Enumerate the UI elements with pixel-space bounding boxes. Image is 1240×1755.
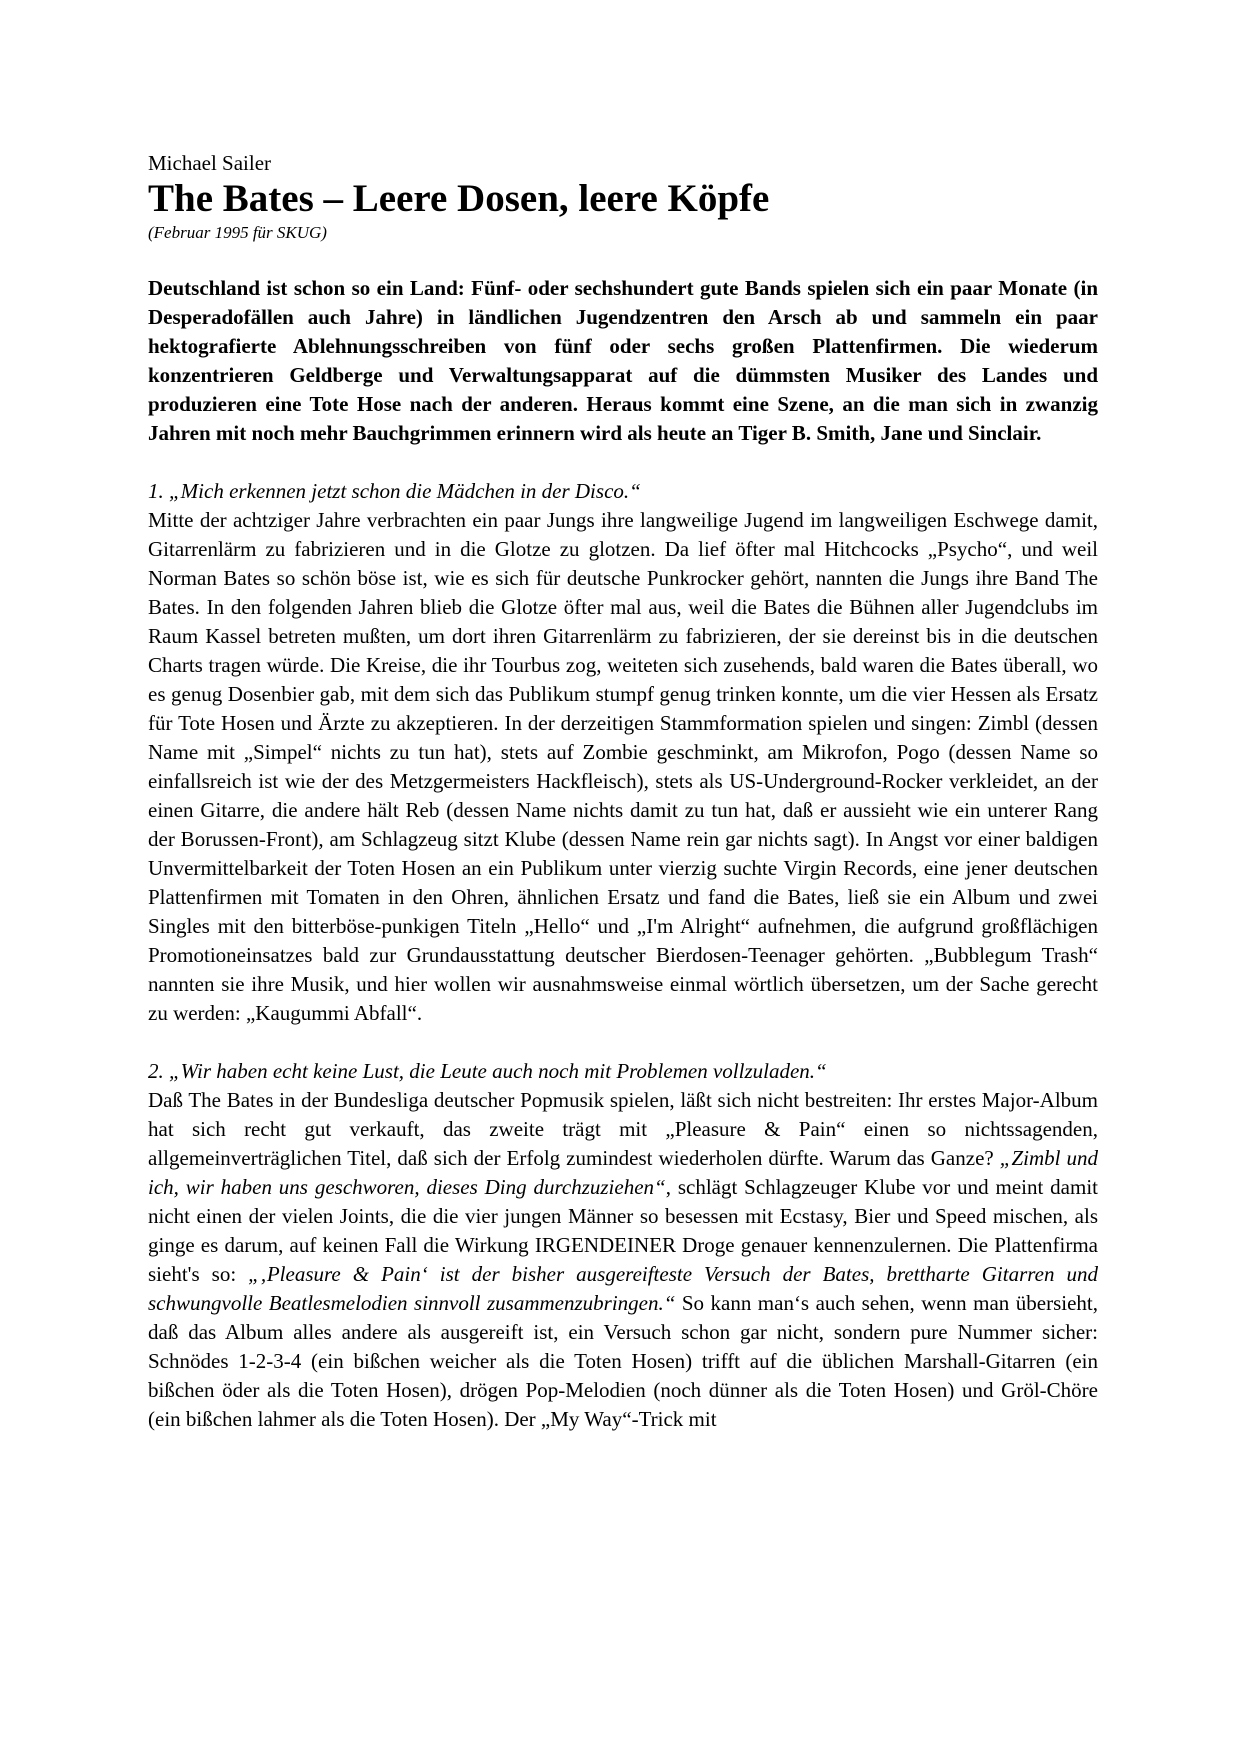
document-page [148, 150, 1098, 1463]
section-2-text-b: , schlägt Schlagzeuger Klube vor und meint damit nicht einen der vielen Joints, die die vier jungen Männer so besessen mit Ecstasy, Bier und Speed mischen, als ginge es darum, auf keinen Fall die Wirkung IRGENDEINER Droge genauer kennenzulernen. Die Plattenfirma sieht's so: [148, 1175, 1099, 1286]
lead-paragraph: Deutschland ist schon so ein Land: Fünf- oder sechshundert gute Bands spielen sich ein paar Monate (in Desperadofällen auch Jahre) in ländlichen Jugendzentren den Arsch ab und sammeln ein paar hektografierte Ablehnungsschreiben von fünf oder sechs großen Plattenfirmen. Die wiederum konzentrieren Geldberge und Verwaltungsapparat auf die dümmsten Musiker des Landes und produzieren eine Tote Hose nach der anderen. Heraus kommt eine Szene, an die man sich in zwanzig Jahren mit noch mehr Bauchgrimmen erinnern wird als heute an Tiger B. Smith, Jane und Sinclair. [148, 276, 1098, 445]
section-2-text-c: So kann man‘s auch sehen, wenn man übersieht, daß das Album alles andere als ausgereift ist, ein Versuch schon gar nicht, sondern pure Nummer sicher: Schnödes 1-2-3-4 (ein bißchen weicher als die Toten Hosen) trifft auf die üblichen Marshall-Gitarren (ein bißchen öder als die Toten Hosen), drögen Pop-Melodien (noch dünner als die Toten Hosen) und Gröl-Chöre (ein bißchen lahmer als die Toten Hosen). Der „My Way“-Trick mit [148, 1291, 1098, 1431]
section-2-quote-b: „‚Pleasure & Pain‘ ist der bisher ausgereifteste Versuch der Bates, brettharte Gitarren und schwungvolle Beatlesmelodien sinnvoll zusammenzubringen.“ [148, 1262, 1098, 1315]
section-2-text [148, 1086, 1098, 1434]
author: Michael Sailer [148, 151, 272, 175]
article-title: The Bates – Leere Dosen, leere Köpfe [148, 177, 770, 220]
section-2-text-a: Daß The Bates in der Bundesliga deutscher Popmusik spielen, läßt sich nicht bestreiten: Ihr erstes Major-Album hat sich recht gut verkauft, das zweite trägt mit „Pleasure & Pain“ einen so nichtssagenden, allgemeinverträglichen Titel, daß sich der Erfolg zumindest wiederholen dürfte. Warum das Ganze? [148, 1088, 1098, 1170]
section-2-heading: 2. „Wir haben echt keine Lust, die Leute auch noch mit Problemen vollzuladen.“ [148, 1059, 827, 1083]
section-1-heading: 1. „Mich erkennen jetzt schon die Mädchen in der Disco.“ [148, 479, 641, 503]
source-note: (Februar 1995 für SKUG) [148, 223, 327, 242]
section-1-text: Mitte der achtziger Jahre verbrachten ein paar Jungs ihre langweilige Jugend im langweiligen Eschwege damit, Gitarrenlärm zu fabrizieren und in die Glotze zu glotzen. Da lief öfter mal Hitchcocks „Psycho“, und weil Norman Bates so schön böse ist, wie es sich für deutsche Punkrocker gehört, nannten die Jungs ihre Band The Bates. In den folgenden Jahren blieb die Glotze öfter mal aus, weil die Bates die Bühnen aller Jugendclubs im Raum Kassel betreten mußten, um dort ihren Gitarrenlärm zu fabrizieren, der sie dereinst bis in die deutschen Charts tragen würde. Die Kreise, die ihr Tourbus zog, weiteten sich zusehends, bald waren die Bates überall, wo es genug Dosenbier gab, mit dem sich das Publikum stumpf genug trinken konnte, um die vier Hessen als Ersatz für Tote Hosen und Ärzte zu akzeptieren. In der derzeitigen Stammformation spielen und singen: Zimbl (dessen Name mit „Simpel“ nichts zu tun hat), stets auf Zombie geschminkt, am Mikrofon, Pogo (dessen Name so einfallsreich ist wie der des Metzgermeisters Hackfleisch), stets als US-Underground-Rocker verkleidet, an der einen Gitarre, die andere hält Reb (dessen Name nichts damit zu tun hat, daß er aussieht wie ein unterer Rang der Borussen-Front), am Schlagzeug sitzt Klube (dessen Name rein gar nichts sagt). In Angst vor einer baldigen Unvermittelbarkeit der Toten Hosen an ein Publikum unter vierzig suchte Virgin Records, eine jener deutschen Plattenfirmen mit Tomaten in den Ohren, ähnlichen Ersatz und fand die Bates, ließ sie ein Album und zwei Singles mit den bitterböse-punkigen Titeln „Hello“ und „I'm Alright“ aufnehmen, die aufgrund großflächigen Promotioneinsatzes bald zur Grundausstattung deutscher Bierdosen-Teenager gehörten. „Bubblegum Trash“ nannten sie ihre Musik, und hier wollen wir ausnahmsweise einmal wörtlich übersetzen, um der Sache gerecht zu werden: „Kaugummi Abfall“. [148, 508, 1098, 1025]
section-2-quote-a: „Zimbl und ich, wir haben uns geschworen, dieses Ding durchzuziehen“ [148, 1146, 1098, 1199]
